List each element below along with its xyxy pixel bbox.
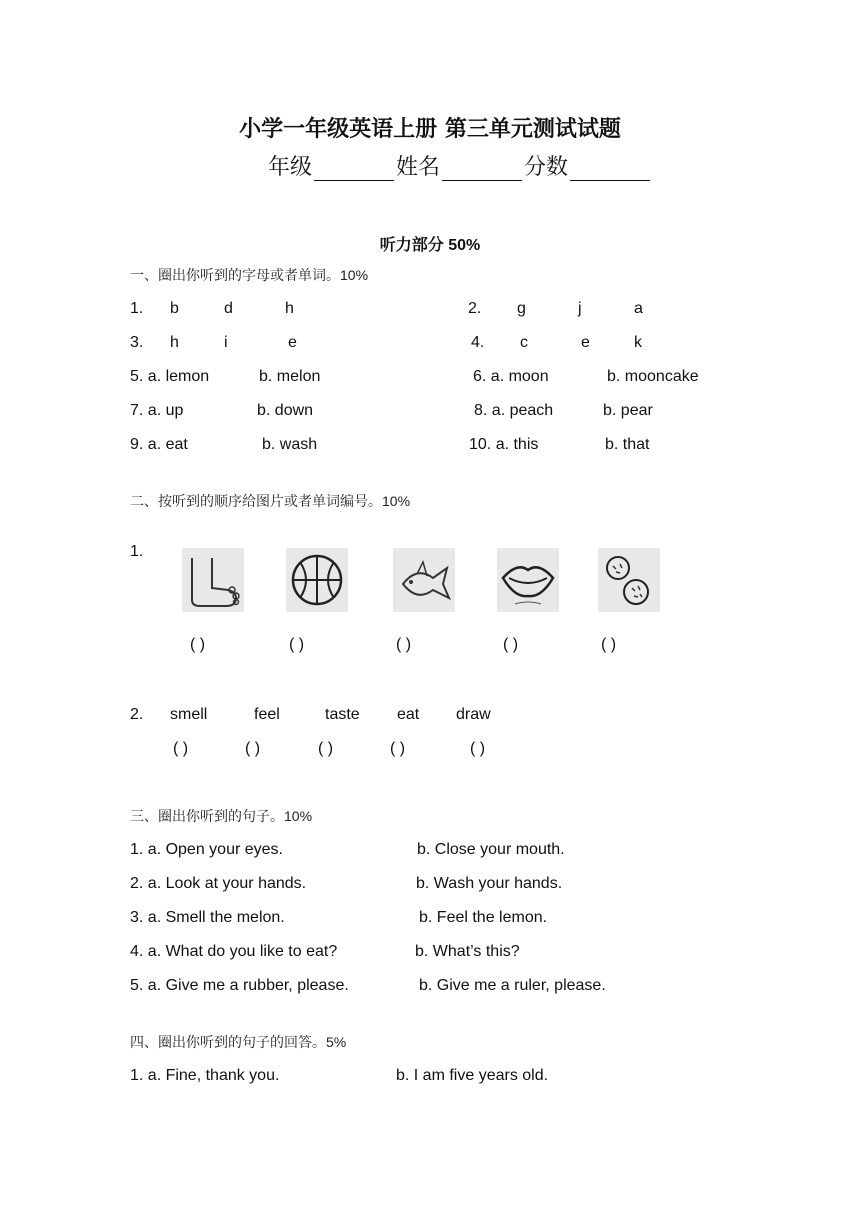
option-letter[interactable]: e xyxy=(288,334,297,351)
option-letter[interactable]: a xyxy=(634,300,643,317)
fish-icon xyxy=(393,548,455,612)
option-letter[interactable]: g xyxy=(517,300,526,317)
option-b[interactable]: b. melon xyxy=(259,368,321,385)
name-blank[interactable] xyxy=(442,158,522,181)
option-letter[interactable]: h xyxy=(285,300,294,317)
option-letter[interactable]: c xyxy=(520,334,528,351)
option-a[interactable]: 3. a. Smell the melon. xyxy=(130,909,285,926)
q-number: 2. xyxy=(130,706,144,723)
option-b[interactable]: b. down xyxy=(257,402,314,419)
q-number: 4. xyxy=(471,334,485,351)
score-blank[interactable] xyxy=(570,158,650,181)
part2-heading: 二、按听到的顺序给图片或者单词编号。10% xyxy=(130,493,411,509)
q-number: 2. xyxy=(468,300,482,317)
option-a[interactable]: 9. a. eat xyxy=(130,436,188,453)
option-b[interactable]: b. I am five years old. xyxy=(396,1067,549,1084)
word-draw: draw xyxy=(456,706,491,723)
word-eat: eat xyxy=(397,706,420,723)
option-a[interactable]: 5. a. lemon xyxy=(130,368,210,385)
option-letter[interactable]: b xyxy=(170,300,179,317)
option-letter[interactable]: i xyxy=(224,334,228,351)
option-b[interactable]: b. Wash your hands. xyxy=(416,875,563,892)
grade-blank[interactable] xyxy=(314,158,394,181)
answer-paren[interactable]: ( ) xyxy=(390,740,406,757)
listening-section-title: 听力部分 50% xyxy=(379,237,481,254)
option-b[interactable]: b. Close your mouth. xyxy=(417,841,565,858)
option-a[interactable]: 1. a. Fine, thank you. xyxy=(130,1067,280,1084)
answer-paren[interactable]: ( ) xyxy=(173,740,189,757)
option-letter[interactable]: h xyxy=(170,334,179,351)
page-title: 小学一年级英语上册 第三单元测试试题 xyxy=(239,116,621,142)
answer-paren[interactable]: ( ) xyxy=(601,636,617,653)
grade-label: 年级 xyxy=(268,155,313,180)
answer-paren[interactable]: ( ) xyxy=(190,636,206,653)
student-info-line xyxy=(268,150,652,181)
option-a[interactable]: 4. a. What do you like to eat? xyxy=(130,943,338,960)
option-b[interactable]: b. Give me a ruler, please. xyxy=(419,977,606,994)
option-a[interactable]: 1. a. Open your eyes. xyxy=(130,841,283,858)
score-label: 分数 xyxy=(524,155,569,180)
option-letter[interactable]: j xyxy=(578,300,582,317)
q-number: 3. xyxy=(130,334,144,351)
option-b[interactable]: b. wash xyxy=(262,436,318,453)
answer-paren[interactable]: ( ) xyxy=(470,740,486,757)
option-a[interactable]: 6. a. moon xyxy=(473,368,549,385)
answer-paren[interactable]: ( ) xyxy=(245,740,261,757)
option-letter[interactable]: d xyxy=(224,300,233,317)
q-number: 1. xyxy=(130,300,144,317)
answer-paren[interactable]: ( ) xyxy=(289,636,305,653)
word-smell: smell xyxy=(170,706,208,723)
option-b[interactable]: b. mooncake xyxy=(607,368,699,385)
option-b[interactable]: b. that xyxy=(605,436,650,453)
answer-paren[interactable]: ( ) xyxy=(503,636,519,653)
word-feel: feel xyxy=(254,706,280,723)
option-a[interactable]: 7. a. up xyxy=(130,402,184,419)
option-a[interactable]: 2. a. Look at your hands. xyxy=(130,875,307,892)
mouth-icon xyxy=(497,548,559,612)
basketball-icon xyxy=(286,548,348,612)
peaches-icon xyxy=(598,548,660,612)
answer-paren[interactable]: ( ) xyxy=(396,636,412,653)
part1-heading: 一、圈出你听到的字母或者单词。10% xyxy=(130,267,369,283)
answer-paren[interactable]: ( ) xyxy=(318,740,334,757)
option-a[interactable]: 5. a. Give me a rubber, please. xyxy=(130,977,349,994)
option-b[interactable]: b. What’s this? xyxy=(415,943,520,960)
option-b[interactable]: b. pear xyxy=(603,402,653,419)
option-b[interactable]: b. Feel the lemon. xyxy=(419,909,548,926)
foot-icon xyxy=(182,548,244,612)
option-letter[interactable]: k xyxy=(634,334,642,351)
option-a[interactable]: 8. a. peach xyxy=(474,402,554,419)
name-label: 姓名 xyxy=(396,155,441,180)
option-a[interactable]: 10. a. this xyxy=(469,436,539,453)
part4-heading: 四、圈出你听到的句子的回答。5% xyxy=(130,1034,347,1050)
q-number: 1. xyxy=(130,543,144,560)
word-taste: taste xyxy=(325,706,360,723)
part3-heading: 三、圈出你听到的句子。10% xyxy=(130,808,313,824)
option-letter[interactable]: e xyxy=(581,334,590,351)
